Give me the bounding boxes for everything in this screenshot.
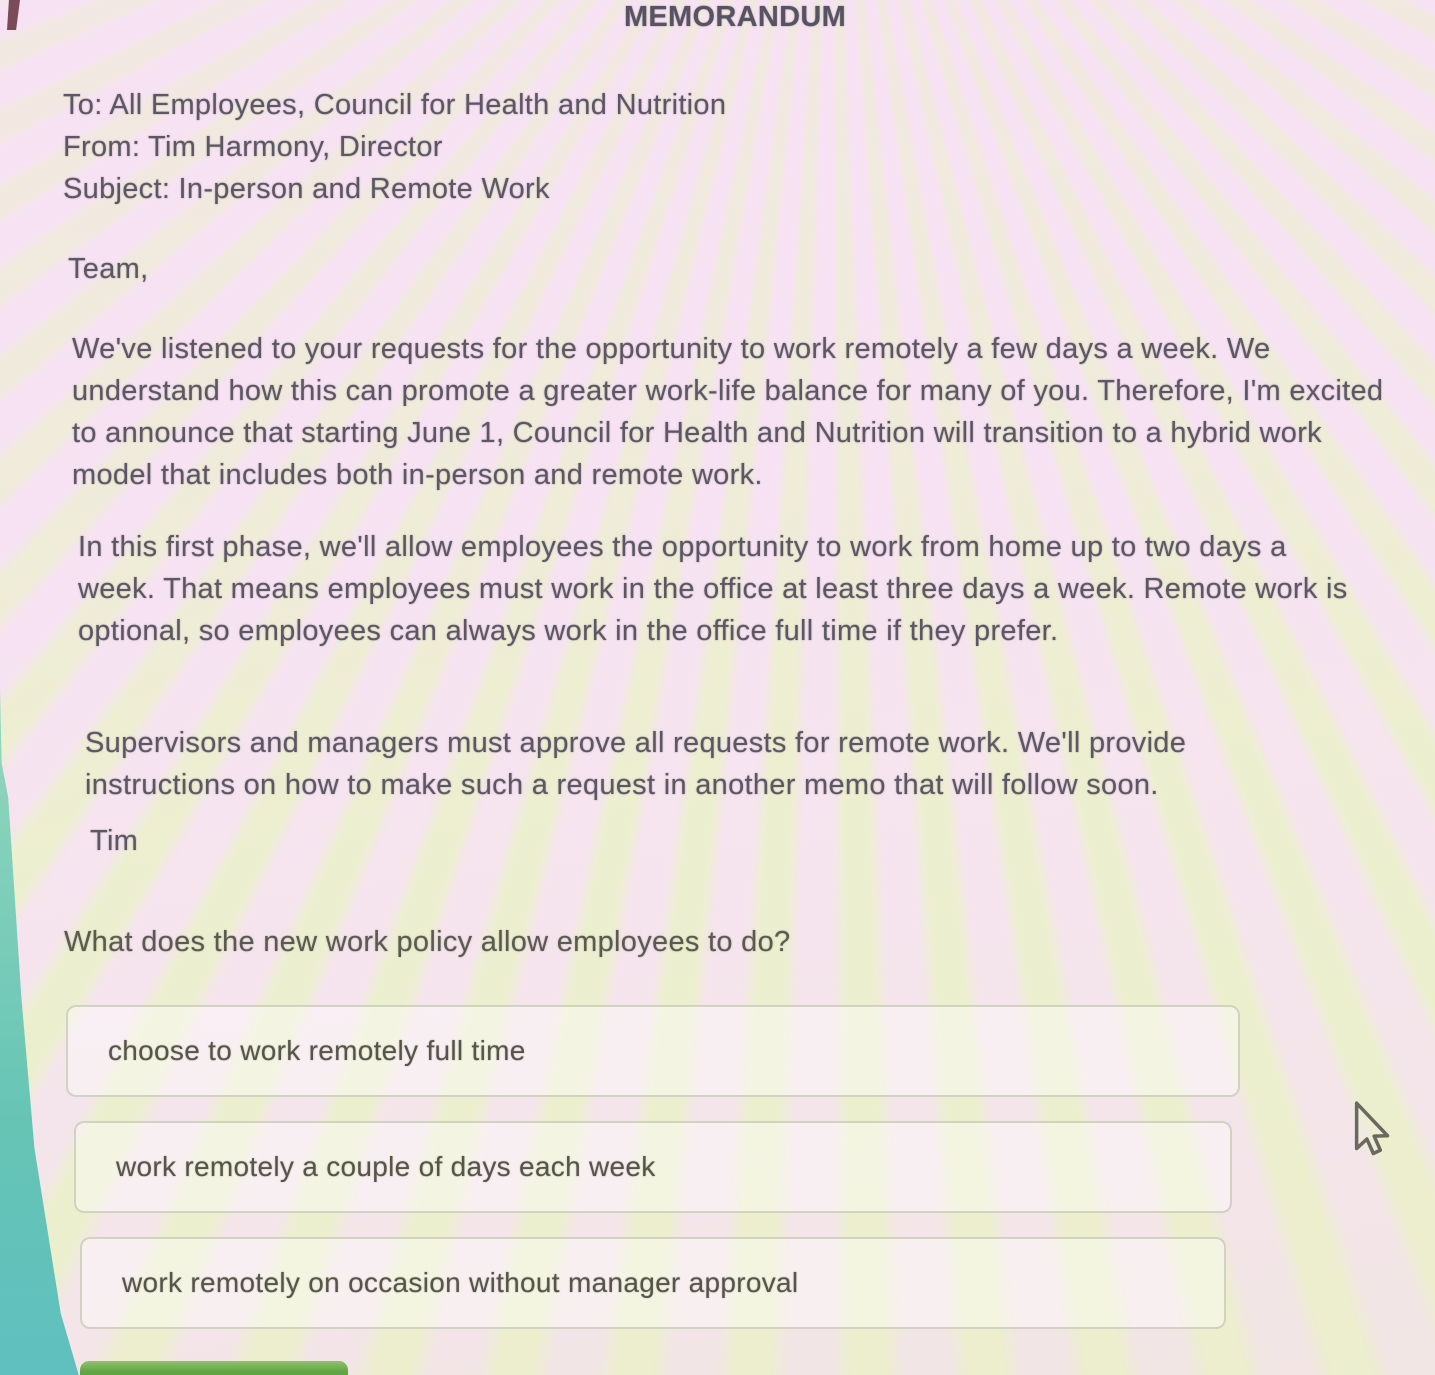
answer-option-3[interactable] (80, 1237, 1226, 1329)
memo-subject-line: Subject: In-person and Remote Work (63, 173, 550, 205)
answer-option-2[interactable] (74, 1121, 1232, 1213)
memo-paragraph: In this first phase, we'll allow employees the opportunity to work from home up to two days a week. That means employees must work in the office at least three days a week. Remote work is optional, so employees can always work in the office full time if they prefer. (78, 531, 1348, 647)
submit-button[interactable] (80, 1361, 348, 1375)
memo-from-line: From: Tim Harmony, Director (63, 131, 443, 163)
memo-paragraph: Supervisors and managers must approve all requests for remote work. We'll provide instructions on how to make such a request in another memo that will follow soon. (85, 727, 1187, 801)
answer-option-1[interactable] (66, 1005, 1240, 1097)
answer-option-label: choose to work remotely full time (108, 1035, 526, 1066)
answer-option-label: work remotely on occasion without manager approval (122, 1267, 799, 1298)
mouse-cursor-icon (1344, 1098, 1394, 1169)
answer-option-label: work remotely a couple of days each week (116, 1151, 656, 1182)
memo-signature: Tim (90, 825, 139, 857)
memo-to-line: To: All Employees, Council for Health and Nutrition (63, 89, 727, 121)
memo-paragraph: We've listened to your requests for the opportunity to work remotely a few days a week. We understand how this can promote a greater work-life balance for many of you. Therefore, I'm excited to announce that starting June 1, Council for Health and Nutrition will transition to a hybrid work model that includes both in-person and remote work. (72, 333, 1384, 491)
memo-title: MEMORANDUM (623, 1, 847, 33)
memo-greeting: Team, (68, 253, 149, 285)
memo-header (63, 84, 1383, 210)
quiz-question: What does the new work policy allow employees to do? (64, 926, 791, 958)
